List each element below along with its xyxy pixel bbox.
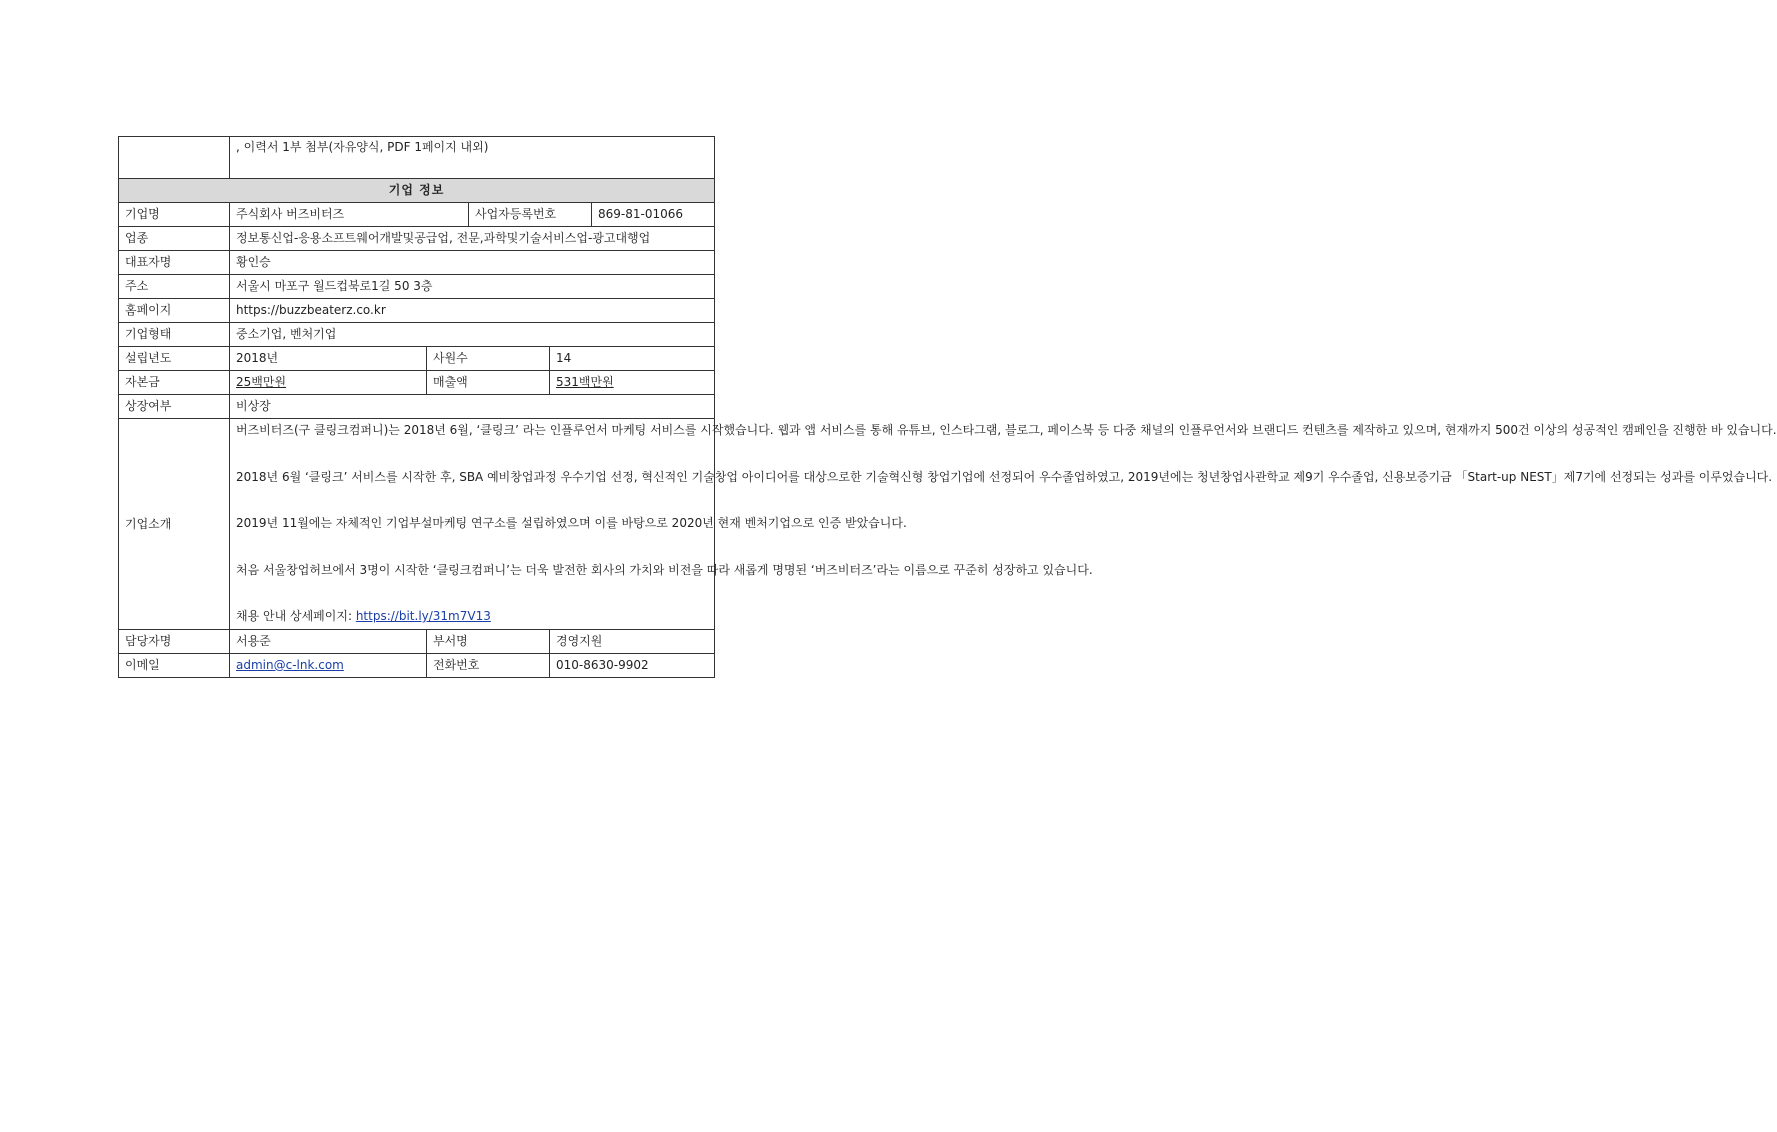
- email-row: [119, 653, 715, 677]
- sales-value-cell: [550, 371, 715, 395]
- intro-content: [230, 419, 1777, 630]
- attachment-note: , 이력서 1부 첨부(자유양식, PDF 1페이지 내외): [230, 137, 715, 179]
- industry-row: [119, 227, 715, 251]
- company-type-value: 중소기업, 벤처기업: [230, 323, 715, 347]
- phone-value: 010-8630-9902: [550, 653, 715, 677]
- homepage-row: [119, 299, 715, 323]
- intro-paragraph-4: 처음 서울창업허브에서 3명이 시작한 ‘클링크컴퍼니’는 더욱 발전한 회사의 가치와 비전을 따라 새롭게 명명된 ‘버즈비터즈’라는 이름으로 꾸준히 성장하고 있습니다.: [236, 562, 1093, 577]
- company-name-value: 주식회사 버즈비터즈: [230, 203, 469, 227]
- industry-value: 정보통신업-응용소프트웨어개발및공급업, 전문,과학및기술서비스업-광고대행업: [230, 227, 715, 251]
- founded-row: [119, 347, 715, 371]
- address-row: [119, 275, 715, 299]
- intro-paragraph-5: [236, 605, 708, 629]
- company-info-table: [118, 136, 1777, 678]
- address-label: 주소: [119, 275, 230, 299]
- homepage-label: 홈페이지: [119, 299, 230, 323]
- ceo-row: [119, 251, 715, 275]
- ceo-value: 황인승: [230, 251, 715, 275]
- business-reg-label: 사업자등록번호: [469, 203, 592, 227]
- founded-value: 2018년: [230, 347, 427, 371]
- section-title: 기업 정보: [119, 179, 715, 203]
- email-label: 이메일: [119, 653, 230, 677]
- intro-row: [119, 419, 715, 630]
- industry-label: 업종: [119, 227, 230, 251]
- dept-label: 부서명: [427, 629, 550, 653]
- recruit-link[interactable]: https://bit.ly/31m7V13: [355, 609, 491, 623]
- capital-label: 자본금: [119, 371, 230, 395]
- sales-label: 매출액: [427, 371, 550, 395]
- listing-label: 상장여부: [119, 395, 230, 419]
- sales-value: 531백만원: [556, 375, 614, 390]
- company-type-label: 기업형태: [119, 323, 230, 347]
- address-value: 서울시 마포구 월드컵북로1길 50 3층: [230, 275, 715, 299]
- attachment-row: [119, 137, 715, 179]
- phone-label: 전화번호: [427, 653, 550, 677]
- company-name-label: 기업명: [119, 203, 230, 227]
- section-header-row: [119, 179, 715, 203]
- intro-paragraph-1: 버즈비터즈(구 클링크컴퍼니)는 2018년 6월, ‘클링크’ 라는 인플루언서 마케팅 서비스를 시작했습니다. 웹과 앱 서비스를 통해 유튜브, 인스타그램, 블로그, 페이스북 등 다중 채널의 인플루언서와 브랜디드 컨텐츠를 제작하고 있으며, 현재까지 500건 이상의 성공적인 캠페인을 진행한 바 있습니다.: [236, 423, 1777, 437]
- intro-paragraph-2: 2018년 6월 ‘클링크’ 서비스를 시작한 후, SBA 예비창업과정 우수기업 선정, 혁신적인 기술창업 아이디어를 대상으로한 기술혁신형 창업기업에 선정되어 우수졸업하였고, 2019년에는 청년창업사관학교 제9기 우수졸업, 신용보증기금 「Start-up NEST」제7기에 선정되는 성과를 이루었습니다.: [236, 469, 1773, 484]
- contact-label: 담당자명: [119, 629, 230, 653]
- intro-paragraph-3: 2019년 11월에는 자체적인 기업부설마케팅 연구소를 설립하였으며 이를 바탕으로 2020년 현재 벤처기업으로 인증 받았습니다.: [236, 516, 907, 530]
- ceo-label: 대표자명: [119, 251, 230, 275]
- email-link[interactable]: admin@c-lnk.com: [236, 657, 344, 672]
- capital-value-cell: [230, 371, 427, 395]
- company-type-row: [119, 323, 715, 347]
- dept-value: 경영지원: [550, 629, 715, 653]
- capital-row: [119, 371, 715, 395]
- attachment-label-cell: [119, 137, 230, 179]
- employees-value: 14: [550, 347, 715, 371]
- homepage-value: https://buzzbeaterz.co.kr: [230, 299, 715, 323]
- email-value-cell: [230, 653, 427, 677]
- listing-row: [119, 395, 715, 419]
- listing-value: 비상장: [230, 395, 715, 419]
- founded-label: 설립년도: [119, 347, 230, 371]
- capital-value: 25백만원: [236, 375, 287, 390]
- recruit-link-prefix: 채용 안내 상세페이지:: [236, 609, 356, 623]
- business-reg-value: 869-81-01066: [592, 203, 715, 227]
- contact-row: [119, 629, 715, 653]
- employees-label: 사원수: [427, 347, 550, 371]
- company-name-row: [119, 203, 715, 227]
- intro-label: 기업소개: [119, 419, 230, 630]
- contact-value: 서용준: [230, 629, 427, 653]
